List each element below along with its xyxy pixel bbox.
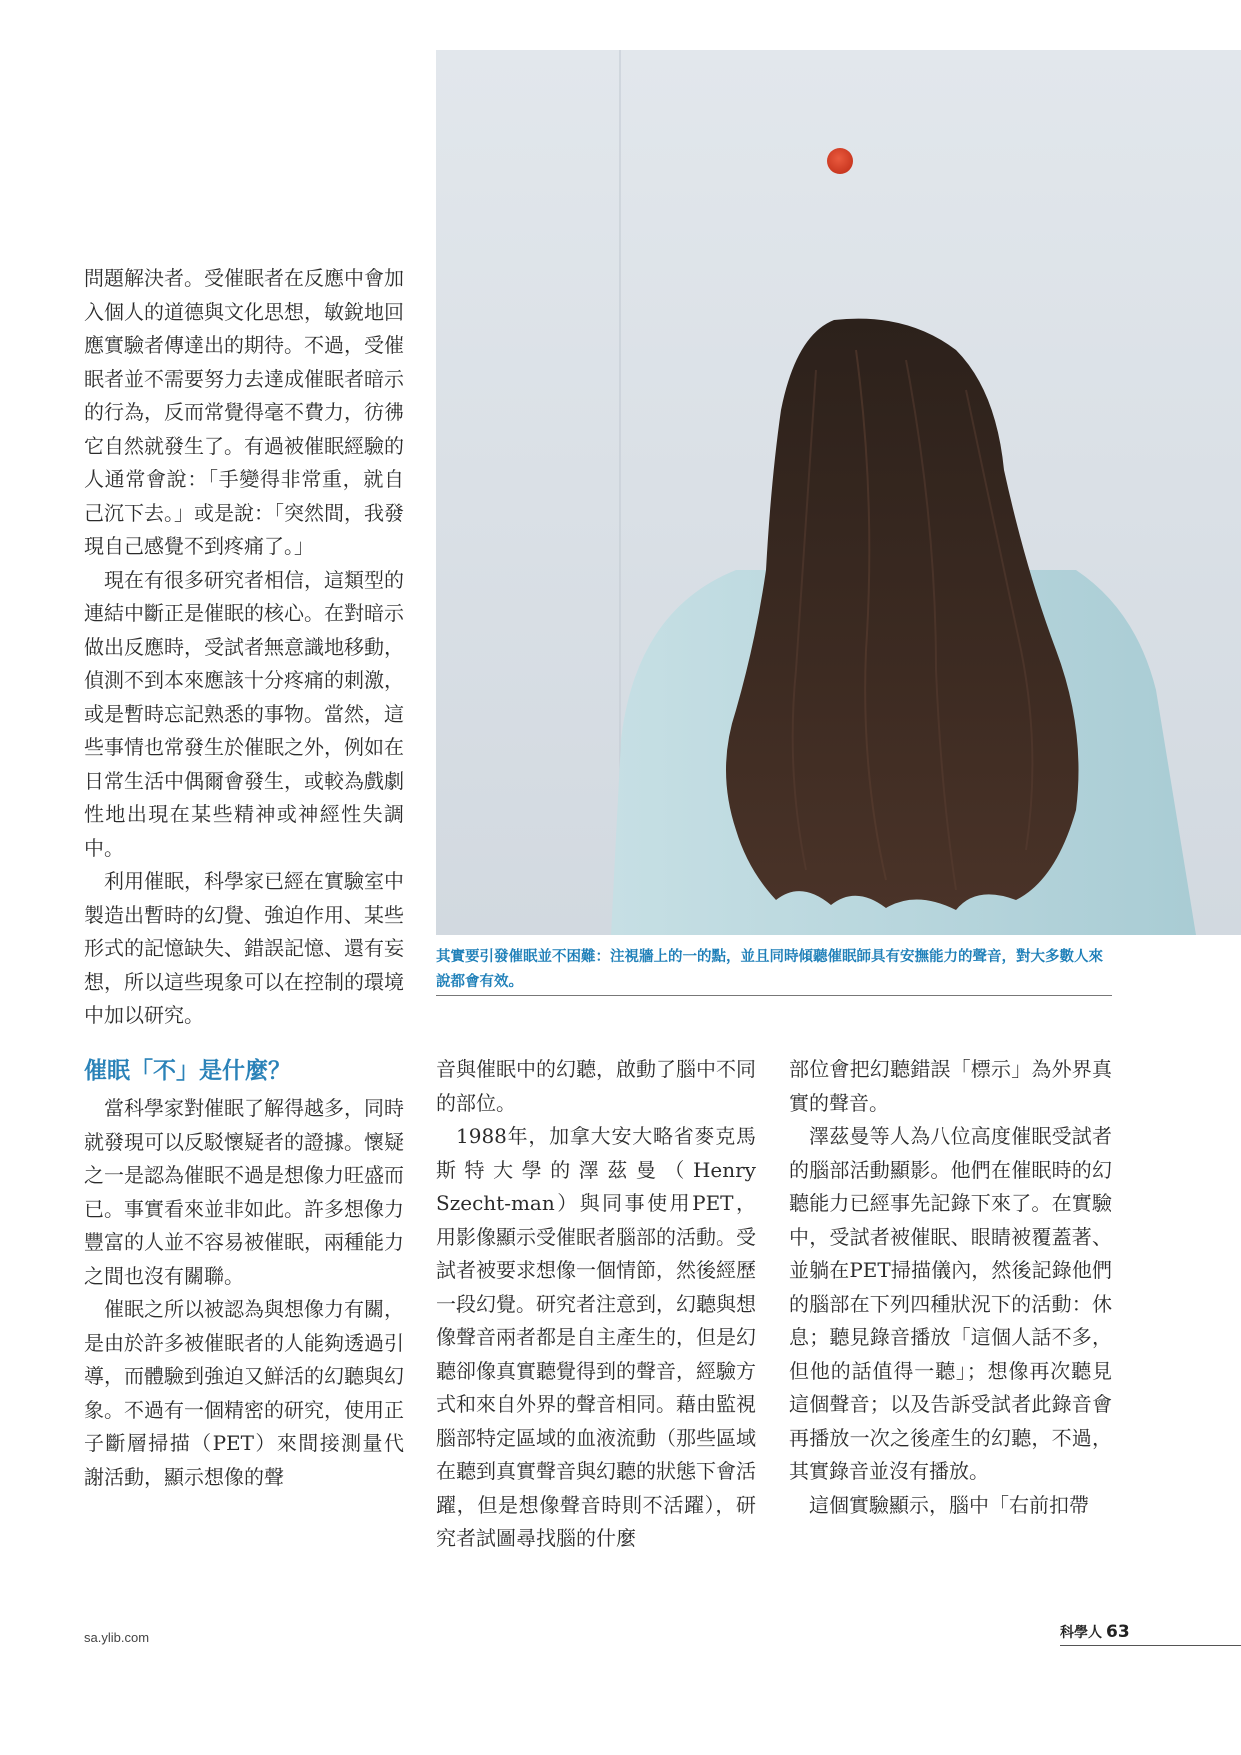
footer-url: sa.ylib.com: [84, 1630, 150, 1645]
paragraph: 現在有很多研究者相信，這類型的連結中斷正是催眠的核心。在對暗示做出反應時，受試者無意識地移動，偵測不到本來應該十分疼痛的刺激，或是暫時忘記熟悉的事物。當然，這些事情也常發生於催眠之外，例如在日常生活中偶爾會發生，或較為戲劇性地出現在某些精神或神經性失調中。: [84, 567, 404, 860]
right-column: [789, 1053, 1112, 1522]
article-photo: [436, 50, 1241, 935]
middle-column: [436, 1053, 756, 1556]
paragraph: 問題解決者。受催眠者在反應中會加入個人的道德與文化思想，敏銳地回應實驗者傳達出的期待。不過，受催眠者並不需要努力去達成催眠者暗示的行為，反而常覺得毫不費力，彷彿它自然就發生了。有過被催眠經驗的人通常會說：「手變得非常重，就自己沉下去。」或是說：「突然間，我發現自己感覺不到疼痛了。」: [84, 266, 404, 558]
paragraph: 當科學家對催眠了解得越多，同時就發現可以反駁懷疑者的證據。懷疑之一是認為催眠不過是想像力旺盛而已。事實看來並非如此。許多想像力豐富的人並不容易被催眠，兩種能力之間也沒有關聯。: [84, 1096, 404, 1288]
left-column: [84, 262, 404, 1494]
footer-page-info: [1060, 1622, 1241, 1646]
photo-caption: 其實要引發催眠並不困難：注視牆上的一的點，並且同時傾聽催眠師具有安撫能力的聲音，對大多數人來說都會有效。: [436, 949, 1103, 990]
photo-illustration: [436, 50, 1241, 935]
page-number: 63: [1106, 1622, 1130, 1642]
paragraph: 催眠之所以被認為與想像力有關，是由於許多被催眠者的人能夠透過引導，而體驗到強迫又鮮活的幻聽與幻象。不過有一個精密的研究，使用正子斷層掃描（PET）來間接測量代謝活動，顯示想像的聲: [84, 1297, 404, 1489]
paragraph: 這個實驗顯示，腦中「右前扣帶: [809, 1492, 1089, 1517]
magazine-name: 科學人: [1060, 1625, 1102, 1641]
paragraph: 1988年，加拿大安大略省麥克馬斯特大學的澤茲曼（Henry Szecht-man）與同事使用PET，用影像顯示受催眠者腦部的活動。受試者被要求想像一個情節，然後經歷一段幻覺。研究者注意到，幻聽與想像聲音兩者都是自主產生的，但是幻聽卻像真實聽覺得到的聲音，經驗方式和來自外界的聲音相同。藉由監視腦部特定區域的血液流動（那些區域在聽到真實聲音與幻聽的狀態下會活躍，但是想像聲音時則不活躍），研究者試圖尋找腦的什麼: [436, 1124, 756, 1550]
paragraph: 音與催眠中的幻聽，啟動了腦中不同的部位。: [436, 1057, 756, 1115]
caption-divider: [436, 995, 1112, 996]
paragraph: 利用催眠，科學家已經在實驗室中製造出暫時的幻覺、強迫作用、某些形式的記憶缺失、錯誤記憶、還有妄想，所以這些現象可以在控制的環境中加以研究。: [84, 869, 404, 1027]
red-dot-shape: [827, 148, 853, 174]
paragraph: 澤茲曼等人為八位高度催眠受試者的腦部活動顯影。他們在催眠時的幻聽能力已經事先記錄下來了。在實驗中，受試者被催眠、眼睛被覆蓋著、並躺在PET掃描儀內，然後記錄他們的腦部在下列四種狀況下的活動：休息；聽見錄音播放「這個人話不多，但他的話值得一聽」；想像再次聽見這個聲音；以及告訴受試者此錄音會再播放一次之後產生的幻聽，不過，其實錄音並沒有播放。: [789, 1124, 1112, 1483]
section-heading: 催眠「不」是什麼？: [84, 1057, 291, 1084]
paragraph: 部位會把幻聽錯誤「標示」為外界真實的聲音。: [789, 1057, 1112, 1115]
